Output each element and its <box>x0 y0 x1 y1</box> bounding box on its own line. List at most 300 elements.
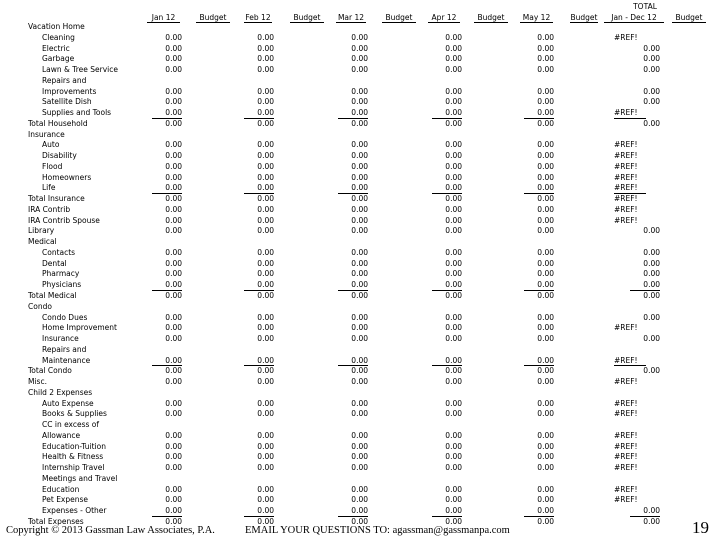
month-value: 0.00 <box>165 291 182 300</box>
table-row <box>0 130 720 141</box>
month-value: 0.00 <box>445 516 462 526</box>
month-value: 0.00 <box>537 463 554 473</box>
month-value: 0.00 <box>257 334 274 344</box>
month-value: 0.00 <box>445 194 462 204</box>
month-value: 0.00 <box>445 291 462 300</box>
table-row <box>0 442 720 453</box>
month-value: 0.00 <box>257 194 274 204</box>
table-row <box>0 452 720 463</box>
total-header: TOTAL <box>633 2 657 11</box>
month-value: 0.00 <box>165 495 182 505</box>
month-value: 0.00 <box>537 516 554 526</box>
table-row <box>0 506 720 517</box>
month-value: 0.00 <box>445 43 462 53</box>
month-value: 0.00 <box>257 172 274 182</box>
row-label: Flood <box>42 161 63 171</box>
email-questions: EMAIL YOUR QUESTIONS TO: agassman@gassmanpa.com <box>245 525 510 536</box>
month-value: 0.00 <box>537 312 554 322</box>
row-label: Health & Fitness <box>42 452 104 462</box>
table-row <box>0 151 720 162</box>
month-value: 0.00 <box>165 334 182 344</box>
month-value: 0.00 <box>351 215 368 225</box>
table-row <box>0 280 720 291</box>
table-row <box>0 313 720 324</box>
month-value: 0.00 <box>445 118 462 128</box>
month-value: 0.00 <box>537 409 554 419</box>
table-row <box>0 205 720 216</box>
table-row <box>0 54 720 65</box>
month-value: 0.00 <box>351 441 368 451</box>
month-value: 0.00 <box>257 32 274 42</box>
month-value: 0.00 <box>351 118 368 128</box>
row-label: Education <box>42 484 80 494</box>
month-value: 0.00 <box>257 86 274 96</box>
month-value: 0.00 <box>537 398 554 408</box>
month-value: 0.00 <box>351 32 368 42</box>
month-value: 0.00 <box>445 312 462 322</box>
row-label: Supplies and Tools <box>42 108 112 118</box>
month-value: 0.00 <box>537 441 554 451</box>
month-header: May 12 <box>520 13 553 23</box>
total-value: 0.00 <box>643 65 660 75</box>
total-value: #REF! <box>614 323 638 333</box>
month-value: 0.00 <box>257 65 274 75</box>
row-label: CC in excess of <box>42 420 100 430</box>
month-value: 0.00 <box>165 161 182 171</box>
month-value: 0.00 <box>257 377 274 387</box>
month-value: 0.00 <box>537 161 554 171</box>
row-label: Pet Expense <box>42 495 89 505</box>
row-label: Life <box>42 183 56 193</box>
month-value: 0.00 <box>351 463 368 473</box>
table-row <box>0 420 720 431</box>
table-row <box>0 97 720 108</box>
total-value: 0.00 <box>630 280 660 291</box>
row-label: Repairs and <box>42 344 87 354</box>
month-value: 0.00 <box>351 291 368 300</box>
month-value: 0.00 <box>165 516 182 526</box>
month-value: 0.00 <box>165 215 182 225</box>
month-value: 0.00 <box>257 484 274 494</box>
month-value: 0.00 <box>351 86 368 96</box>
month-value: 0.00 <box>445 140 462 150</box>
table-row <box>0 399 720 410</box>
month-value: 0.00 <box>351 452 368 462</box>
month-value: 0.00 <box>537 140 554 150</box>
month-value: 0.00 <box>257 430 274 440</box>
month-value: 0.00 <box>257 463 274 473</box>
row-label: Condo <box>28 301 52 311</box>
table-row <box>0 119 720 130</box>
month-value: 0.00 <box>351 194 368 204</box>
total-value: #REF! <box>614 151 638 161</box>
month-value: 0.00 <box>244 506 274 517</box>
month-value: 0.00 <box>432 280 462 291</box>
table-row <box>0 302 720 313</box>
month-value: 0.00 <box>537 204 554 214</box>
month-value: 0.00 <box>257 291 274 300</box>
month-value: 0.00 <box>445 269 462 279</box>
table-row <box>0 495 720 506</box>
month-value: 0.00 <box>445 65 462 75</box>
table-row <box>0 485 720 496</box>
month-value: 0.00 <box>165 484 182 494</box>
total-value: #REF! <box>614 140 638 150</box>
month-value: 0.00 <box>165 172 182 182</box>
row-label: Total Expenses <box>28 516 84 526</box>
total-value: 0.00 <box>643 258 660 268</box>
month-value: 0.00 <box>445 32 462 42</box>
month-value: 0.00 <box>351 43 368 53</box>
month-value: 0.00 <box>351 430 368 440</box>
row-label: Pharmacy <box>42 269 80 279</box>
month-value: 0.00 <box>537 247 554 257</box>
total-value: 0.00 <box>643 43 660 53</box>
month-value: 0.00 <box>257 118 274 128</box>
month-value: 0.00 <box>257 97 274 107</box>
row-label: Auto <box>42 140 60 150</box>
month-value: 0.00 <box>351 54 368 64</box>
month-value: 0.00 <box>165 247 182 257</box>
month-value: 0.00 <box>351 377 368 387</box>
row-label: Improvements <box>42 86 97 96</box>
row-label: Child 2 Expenses <box>28 387 93 397</box>
total-value: 0.00 <box>643 97 660 107</box>
month-header: Jan 12 <box>147 13 180 23</box>
table-row <box>0 162 720 173</box>
row-label: Electric <box>42 43 70 53</box>
table-row <box>0 388 720 399</box>
month-value: 0.00 <box>165 118 182 128</box>
month-value: 0.00 <box>524 506 554 517</box>
month-value: 0.00 <box>445 161 462 171</box>
month-value: 0.00 <box>257 204 274 214</box>
total-value: 0.00 <box>643 334 660 344</box>
row-label: Dental <box>42 258 67 268</box>
total-value: #REF! <box>614 495 638 505</box>
row-label: Contacts <box>42 247 76 257</box>
table-row <box>0 194 720 205</box>
month-value: 0.00 <box>537 495 554 505</box>
total-value: 0.00 <box>643 312 660 322</box>
month-value: 0.00 <box>351 172 368 182</box>
month-value: 0.00 <box>445 215 462 225</box>
month-value: 0.00 <box>445 247 462 257</box>
table-row <box>0 259 720 270</box>
month-value: 0.00 <box>257 495 274 505</box>
row-label: Condo Dues <box>42 312 88 322</box>
table-row <box>0 474 720 485</box>
month-header: Mar 12 <box>337 13 365 22</box>
total-range-header: Jan - Dec 12 <box>604 13 664 23</box>
month-value: 0.00 <box>244 280 274 291</box>
total-value: #REF! <box>614 356 646 367</box>
row-label: Total Insurance <box>28 194 85 204</box>
budget-header: Budget <box>196 13 230 23</box>
month-value: 0.00 <box>165 258 182 268</box>
month-value: 0.00 <box>165 65 182 75</box>
row-label: Homeowners <box>42 172 92 182</box>
month-value: 0.00 <box>537 269 554 279</box>
table-row <box>0 33 720 44</box>
month-value: 0.00 <box>445 172 462 182</box>
table-row <box>0 334 720 345</box>
table-row <box>0 226 720 237</box>
total-value: #REF! <box>614 452 638 462</box>
month-value: 0.00 <box>152 356 182 367</box>
month-value: 0.00 <box>524 183 554 194</box>
total-value: #REF! <box>614 204 638 214</box>
total-value: #REF! <box>614 194 638 204</box>
month-value: 0.00 <box>537 226 554 236</box>
month-value: 0.00 <box>257 215 274 225</box>
month-value: 0.00 <box>524 108 554 119</box>
month-value: 0.00 <box>257 226 274 236</box>
row-label: Books & Supplies <box>42 409 107 419</box>
month-value: 0.00 <box>257 323 274 333</box>
table-row <box>0 237 720 248</box>
month-value: 0.00 <box>537 452 554 462</box>
page-number: 19 <box>692 518 709 537</box>
row-label: IRA Contrib <box>28 204 71 214</box>
total-value: 0.00 <box>643 291 660 300</box>
table-row <box>0 248 720 259</box>
month-value: 0.00 <box>445 86 462 96</box>
month-value: 0.00 <box>165 97 182 107</box>
month-value: 0.00 <box>351 366 368 376</box>
row-label: Meetings and Travel <box>42 473 118 483</box>
month-value: 0.00 <box>338 506 368 517</box>
month-value: 0.00 <box>165 463 182 473</box>
total-value: #REF! <box>614 430 638 440</box>
month-value: 0.00 <box>257 161 274 171</box>
month-value: 0.00 <box>351 226 368 236</box>
table-row <box>0 140 720 151</box>
row-label: Expenses - Other <box>42 506 107 516</box>
row-label: Lawn & Tree Service <box>42 65 119 75</box>
month-value: 0.00 <box>537 32 554 42</box>
month-value: 0.00 <box>165 452 182 462</box>
month-value: 0.00 <box>165 430 182 440</box>
table-row <box>0 366 720 377</box>
month-value: 0.00 <box>351 516 368 526</box>
month-value: 0.00 <box>432 356 462 367</box>
month-value: 0.00 <box>351 161 368 171</box>
month-value: 0.00 <box>351 409 368 419</box>
month-value: 0.00 <box>524 280 554 291</box>
month-value: 0.00 <box>257 398 274 408</box>
month-value: 0.00 <box>445 54 462 64</box>
month-value: 0.00 <box>524 356 554 367</box>
row-label: Internship Travel <box>42 463 105 473</box>
month-value: 0.00 <box>445 366 462 376</box>
month-value: 0.00 <box>257 151 274 161</box>
month-value: 0.00 <box>537 258 554 268</box>
month-value: 0.00 <box>351 323 368 333</box>
row-label: Disability <box>42 151 77 161</box>
table-row <box>0 463 720 474</box>
month-value: 0.00 <box>445 204 462 214</box>
row-label: Vacation Home <box>28 22 85 31</box>
month-value: 0.00 <box>537 194 554 204</box>
table-row <box>0 108 720 119</box>
total-value: 0.00 <box>643 86 660 96</box>
month-value: 0.00 <box>257 247 274 257</box>
month-value: 0.00 <box>165 377 182 387</box>
table-row <box>0 22 720 33</box>
month-value: 0.00 <box>445 430 462 440</box>
total-value: #REF! <box>614 32 638 42</box>
month-value: 0.00 <box>351 334 368 344</box>
budget-header: Budget <box>382 13 416 23</box>
total-value: 0.00 <box>643 226 660 236</box>
month-value: 0.00 <box>537 291 554 300</box>
total-value: #REF! <box>614 161 638 171</box>
month-value: 0.00 <box>445 226 462 236</box>
month-value: 0.00 <box>351 258 368 268</box>
month-value: 0.00 <box>351 97 368 107</box>
month-value: 0.00 <box>165 409 182 419</box>
month-value: 0.00 <box>257 366 274 376</box>
row-label: Medical <box>28 237 57 247</box>
month-value: 0.00 <box>445 463 462 473</box>
month-value: 0.00 <box>165 398 182 408</box>
month-value: 0.00 <box>445 398 462 408</box>
total-value: #REF! <box>614 377 638 387</box>
month-value: 0.00 <box>351 269 368 279</box>
month-value: 0.00 <box>257 140 274 150</box>
month-value: 0.00 <box>165 32 182 42</box>
row-label: Maintenance <box>42 355 91 365</box>
month-value: 0.00 <box>537 172 554 182</box>
month-header: Feb 12 <box>245 13 271 22</box>
row-label: Home Improvement <box>42 323 117 333</box>
month-value: 0.00 <box>537 151 554 161</box>
row-label: Insurance <box>42 334 79 344</box>
row-label: Cleaning <box>42 32 75 42</box>
month-value: 0.00 <box>152 108 182 119</box>
month-value: 0.00 <box>257 258 274 268</box>
month-value: 0.00 <box>165 204 182 214</box>
month-value: 0.00 <box>445 377 462 387</box>
month-value: 0.00 <box>165 323 182 333</box>
month-value: 0.00 <box>432 108 462 119</box>
month-value: 0.00 <box>445 97 462 107</box>
row-label: Allowance <box>42 430 81 440</box>
row-label: IRA Contrib Spouse <box>28 215 100 225</box>
total-value: 0.00 <box>643 118 660 128</box>
month-value: 0.00 <box>537 54 554 64</box>
table-row <box>0 291 720 302</box>
month-value: 0.00 <box>432 506 462 517</box>
budget-header: Budget <box>474 13 508 23</box>
month-value: 0.00 <box>445 334 462 344</box>
total-value: 0.00 <box>630 506 660 517</box>
total-value: #REF! <box>614 441 638 451</box>
month-value: 0.00 <box>257 312 274 322</box>
table-row <box>0 76 720 87</box>
table-row <box>0 173 720 184</box>
month-value: 0.00 <box>152 183 182 194</box>
month-value: 0.00 <box>351 312 368 322</box>
month-value: 0.00 <box>351 484 368 494</box>
month-value: 0.00 <box>432 183 462 194</box>
total-value: #REF! <box>614 409 638 419</box>
month-value: 0.00 <box>338 183 368 194</box>
month-value: 0.00 <box>165 441 182 451</box>
table-row <box>0 216 720 227</box>
month-value: 0.00 <box>351 151 368 161</box>
month-value: 0.00 <box>537 430 554 440</box>
table-row <box>0 269 720 280</box>
month-value: 0.00 <box>257 409 274 419</box>
month-value: 0.00 <box>165 54 182 64</box>
month-value: 0.00 <box>537 366 554 376</box>
row-label: Physicians <box>42 280 82 290</box>
total-value: 0.00 <box>643 516 660 526</box>
table-row <box>0 65 720 76</box>
month-value: 0.00 <box>445 409 462 419</box>
month-value: 0.00 <box>351 140 368 150</box>
month-value: 0.00 <box>351 247 368 257</box>
month-value: 0.00 <box>244 108 274 119</box>
month-value: 0.00 <box>537 215 554 225</box>
row-label: Total Medical <box>28 291 77 300</box>
month-value: 0.00 <box>537 377 554 387</box>
month-value: 0.00 <box>537 97 554 107</box>
month-value: 0.00 <box>351 204 368 214</box>
month-value: 0.00 <box>257 441 274 451</box>
month-value: 0.00 <box>165 269 182 279</box>
month-value: 0.00 <box>244 183 274 194</box>
month-value: 0.00 <box>445 151 462 161</box>
month-value: 0.00 <box>338 280 368 291</box>
table-row <box>0 183 720 194</box>
row-label: Education-Tuition <box>42 441 107 451</box>
month-value: 0.00 <box>537 118 554 128</box>
month-value: 0.00 <box>165 366 182 376</box>
month-value: 0.00 <box>537 334 554 344</box>
month-value: 0.00 <box>445 441 462 451</box>
total-value: #REF! <box>614 108 646 119</box>
budget-header: Budget <box>290 13 324 23</box>
total-value: #REF! <box>614 484 638 494</box>
month-value: 0.00 <box>165 226 182 236</box>
row-label: Garbage <box>42 54 75 64</box>
total-value: #REF! <box>614 215 638 225</box>
month-value: 0.00 <box>351 398 368 408</box>
month-value: 0.00 <box>338 356 368 367</box>
row-label: Total Household <box>28 118 88 128</box>
month-value: 0.00 <box>537 65 554 75</box>
month-value: 0.00 <box>445 258 462 268</box>
month-value: 0.00 <box>257 43 274 53</box>
total-value: 0.00 <box>643 54 660 64</box>
copyright-text: Copyright © 2013 Gassman Law Associates, P.A. <box>6 525 215 536</box>
table-row <box>0 356 720 367</box>
month-value: 0.00 <box>351 65 368 75</box>
total-value: 0.00 <box>643 247 660 257</box>
row-label: Repairs and <box>42 75 87 85</box>
table-row <box>0 44 720 55</box>
month-value: 0.00 <box>152 506 182 517</box>
month-value: 0.00 <box>257 269 274 279</box>
table-row <box>0 409 720 420</box>
total-value: #REF! <box>614 398 638 408</box>
total-value: #REF! <box>614 183 646 194</box>
month-value: 0.00 <box>537 86 554 96</box>
total-value: 0.00 <box>643 366 660 376</box>
